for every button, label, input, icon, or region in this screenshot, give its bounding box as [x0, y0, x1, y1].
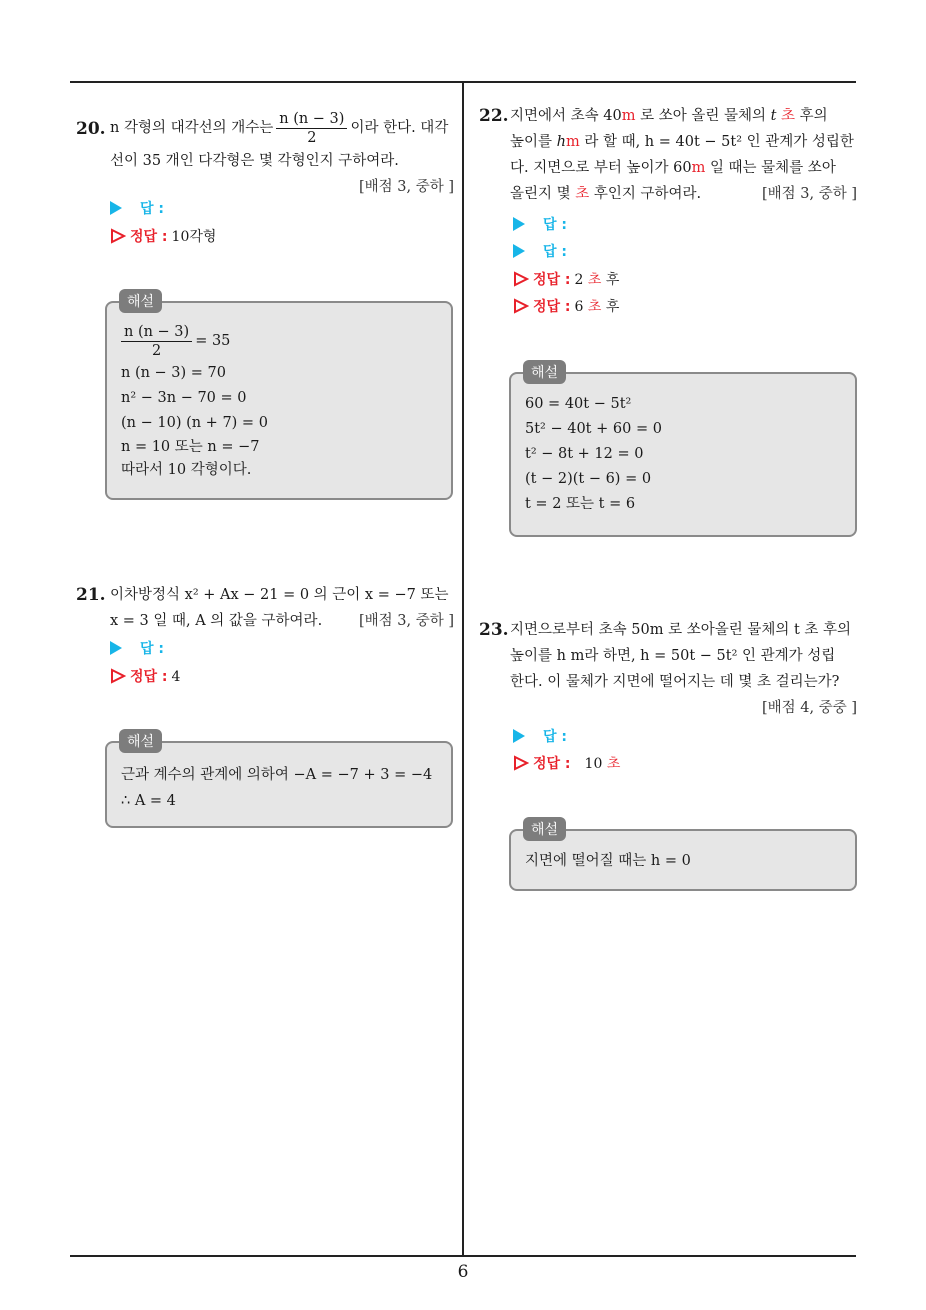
correct-triangle-icon [110, 228, 126, 244]
question-text: 이차방정식 x² + Ax − 21 = 0 의 근이 x = −7 또는 x = 3 일 때, A 의 값을 구하여라. [배점 3, 중하 ] [110, 582, 454, 634]
answer-row: 답 : [513, 240, 567, 264]
explanation-line: $\frac{n (n - 3)}{2}$ = 35 [121, 321, 441, 361]
answer-row: 답 : [110, 197, 164, 221]
question-number: 23. [479, 620, 509, 640]
score-label: [배점 4, 중중 ] [761, 700, 857, 716]
explanation-line: 따라서 10 각형이다. [121, 462, 252, 478]
explanation-box [509, 365, 857, 537]
question-number: 21. [76, 585, 106, 605]
score-label: [배점 3, 중하 ] [358, 613, 454, 629]
explanation-line: n = 10 또는 n = −7 [121, 439, 260, 455]
explanation-tab: 해설 [119, 729, 162, 753]
correct-triangle-icon [110, 668, 126, 684]
score-label: [배점 3, 중하 ] [358, 179, 454, 195]
explanation-line: 지면에 떨어질 때는 h = 0 [525, 853, 691, 869]
question-number: 22. [479, 106, 509, 126]
column-divider [462, 83, 464, 1256]
correct-answer-row: 정답 : 10 초 [513, 752, 620, 776]
explanation-line: n (n − 3) = 70 [121, 365, 227, 381]
explanation-line: (t − 2)(t − 6) = 0 [525, 471, 652, 487]
explanation-line: n² − 3n − 70 = 0 [121, 390, 247, 406]
bottom-rule [70, 1255, 856, 1257]
answer-triangle-icon [513, 244, 525, 258]
answer-row: 답 : [513, 725, 567, 749]
question-22 [479, 103, 857, 207]
explanation-tab: 해설 [119, 289, 162, 313]
correct-answer-row: 정답 : 10각형 [110, 225, 216, 249]
answer-triangle-icon [110, 201, 122, 215]
explanation-box [105, 294, 453, 500]
correct-answer-row: 정답 : 2 초 후 [513, 268, 619, 292]
answer-row: 답 : [513, 213, 567, 237]
question-text: 지면에서 초속 40m 로 쏘아 올린 물체의 t 초 후의 높이를 hm 라 할 때, h = 40t − 5t² 인 관계가 성립한 다. 지면으로 부터 높이가 60m 일 때는 물체를 쏘아 올린지 몇 초 후인지 구하여라. [배점 3, 중하 ] [510, 103, 857, 207]
explanation-line: t = 2 또는 t = 6 [525, 496, 636, 512]
explanation-line: ∴ A = 4 [121, 793, 176, 809]
question-number: 20. [76, 119, 106, 139]
explanation-line: t² − 8t + 12 = 0 [525, 446, 644, 462]
question-23 [479, 617, 857, 721]
page-number: 6 [457, 1262, 469, 1282]
explanation-tab: 해설 [523, 360, 566, 384]
answer-triangle-icon [513, 729, 525, 743]
question-text: n 각형의 대각선의 개수는 $\frac{n (n - 3)}{2}$ 이라 한다. 대각 선이 35 개인 다각형은 몇 각형인지 구하여라. [배점 3, 중하 ] [110, 108, 454, 200]
correct-triangle-icon [513, 298, 529, 314]
correct-answer-row: 정답 : 4 [110, 665, 180, 689]
question-21 [76, 582, 454, 634]
answer-row: 답 : [110, 637, 164, 661]
score-label: [배점 3, 중하 ] [761, 186, 857, 202]
explanation-line: 5t² − 40t + 60 = 0 [525, 421, 662, 437]
question-20 [76, 108, 454, 200]
explanation-line: (n − 10) (n + 7) = 0 [121, 415, 268, 431]
fraction: $\frac{n (n - 3)}{2}$ [276, 110, 347, 147]
answer-triangle-icon [110, 641, 122, 655]
question-text: 지면으로부터 초속 50m 로 쏘아올린 물체의 t 초 후의 높이를 h m라 하면, h = 50t − 5t² 인 관계가 성립 한다. 이 물체가 지면에 떨어지는 데 몇 초 걸리는가? [배점 4, 중중 ] [510, 617, 857, 721]
fraction: $\frac{n (n - 3)}{2}$ [121, 323, 192, 360]
answer-triangle-icon [513, 217, 525, 231]
explanation-box [105, 734, 453, 828]
explanation-line: 근과 계수의 관계에 의하여 −A = −7 + 3 = −4 [121, 767, 433, 783]
explanation-line: 60 = 40t − 5t² [525, 396, 632, 412]
correct-triangle-icon [513, 271, 529, 287]
correct-triangle-icon [513, 755, 529, 771]
correct-answer-row: 정답 : 6 초 후 [513, 295, 619, 319]
explanation-tab: 해설 [523, 817, 566, 841]
explanation-box [509, 822, 857, 891]
